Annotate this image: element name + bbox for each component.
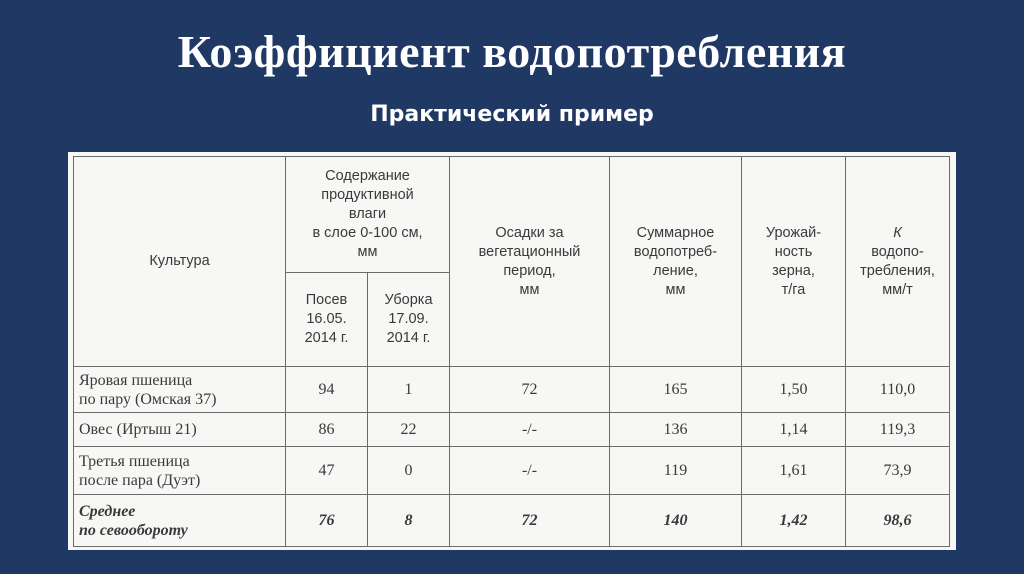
cell-sowing: 47 xyxy=(286,447,368,495)
cell-k: 110,0 xyxy=(846,367,950,413)
table-sheet xyxy=(68,152,956,550)
slide-subtitle: Практический пример xyxy=(370,102,654,127)
cell-yield: 1,14 xyxy=(742,413,846,447)
cell-precip: -/- xyxy=(450,413,610,447)
cell-yield: 1,42 xyxy=(742,495,846,547)
header-water-use: Суммарное водопотреб- ление, мм xyxy=(610,157,742,367)
cell-harvest: 1 xyxy=(368,367,450,413)
header-moisture: Содержание продуктивной влаги в слое 0-100 см, мм xyxy=(286,157,450,273)
cell-water-use: 140 xyxy=(610,495,742,547)
header-sowing: Посев 16.05. 2014 г. xyxy=(286,273,368,367)
cell-harvest: 0 xyxy=(368,447,450,495)
header-k: К водопо- требления, мм/т xyxy=(846,157,950,367)
cell-precip: -/- xyxy=(450,447,610,495)
cell-precip: 72 xyxy=(450,367,610,413)
table-row xyxy=(74,413,950,447)
cell-culture: Третья пшеница после пара (Дуэт) xyxy=(74,447,286,495)
cell-water-use: 165 xyxy=(610,367,742,413)
table-row xyxy=(74,367,950,413)
water-use-table xyxy=(73,156,950,547)
header-culture: Культура xyxy=(74,157,286,367)
table-row xyxy=(74,447,950,495)
cell-yield: 1,50 xyxy=(742,367,846,413)
cell-k: 98,6 xyxy=(846,495,950,547)
slide-title: Коэффициент водопотребления xyxy=(177,26,847,77)
cell-sowing: 76 xyxy=(286,495,368,547)
header-precip: Осадки за вегетационный период, мм xyxy=(450,157,610,367)
cell-sowing: 94 xyxy=(286,367,368,413)
cell-water-use: 136 xyxy=(610,413,742,447)
cell-sowing: 86 xyxy=(286,413,368,447)
cell-culture: Овес (Иртыш 21) xyxy=(74,413,286,447)
cell-water-use: 119 xyxy=(610,447,742,495)
cell-k: 73,9 xyxy=(846,447,950,495)
cell-precip: 72 xyxy=(450,495,610,547)
header-harvest: Уборка 17.09. 2014 г. xyxy=(368,273,450,367)
cell-culture: Яровая пшеница по пару (Омская 37) xyxy=(74,367,286,413)
header-yield: Урожай- ность зерна, т/га xyxy=(742,157,846,367)
cell-harvest: 8 xyxy=(368,495,450,547)
cell-harvest: 22 xyxy=(368,413,450,447)
cell-culture: Среднее по севообороту xyxy=(74,495,286,547)
cell-yield: 1,61 xyxy=(742,447,846,495)
table-row-total xyxy=(74,495,950,547)
cell-k: 119,3 xyxy=(846,413,950,447)
